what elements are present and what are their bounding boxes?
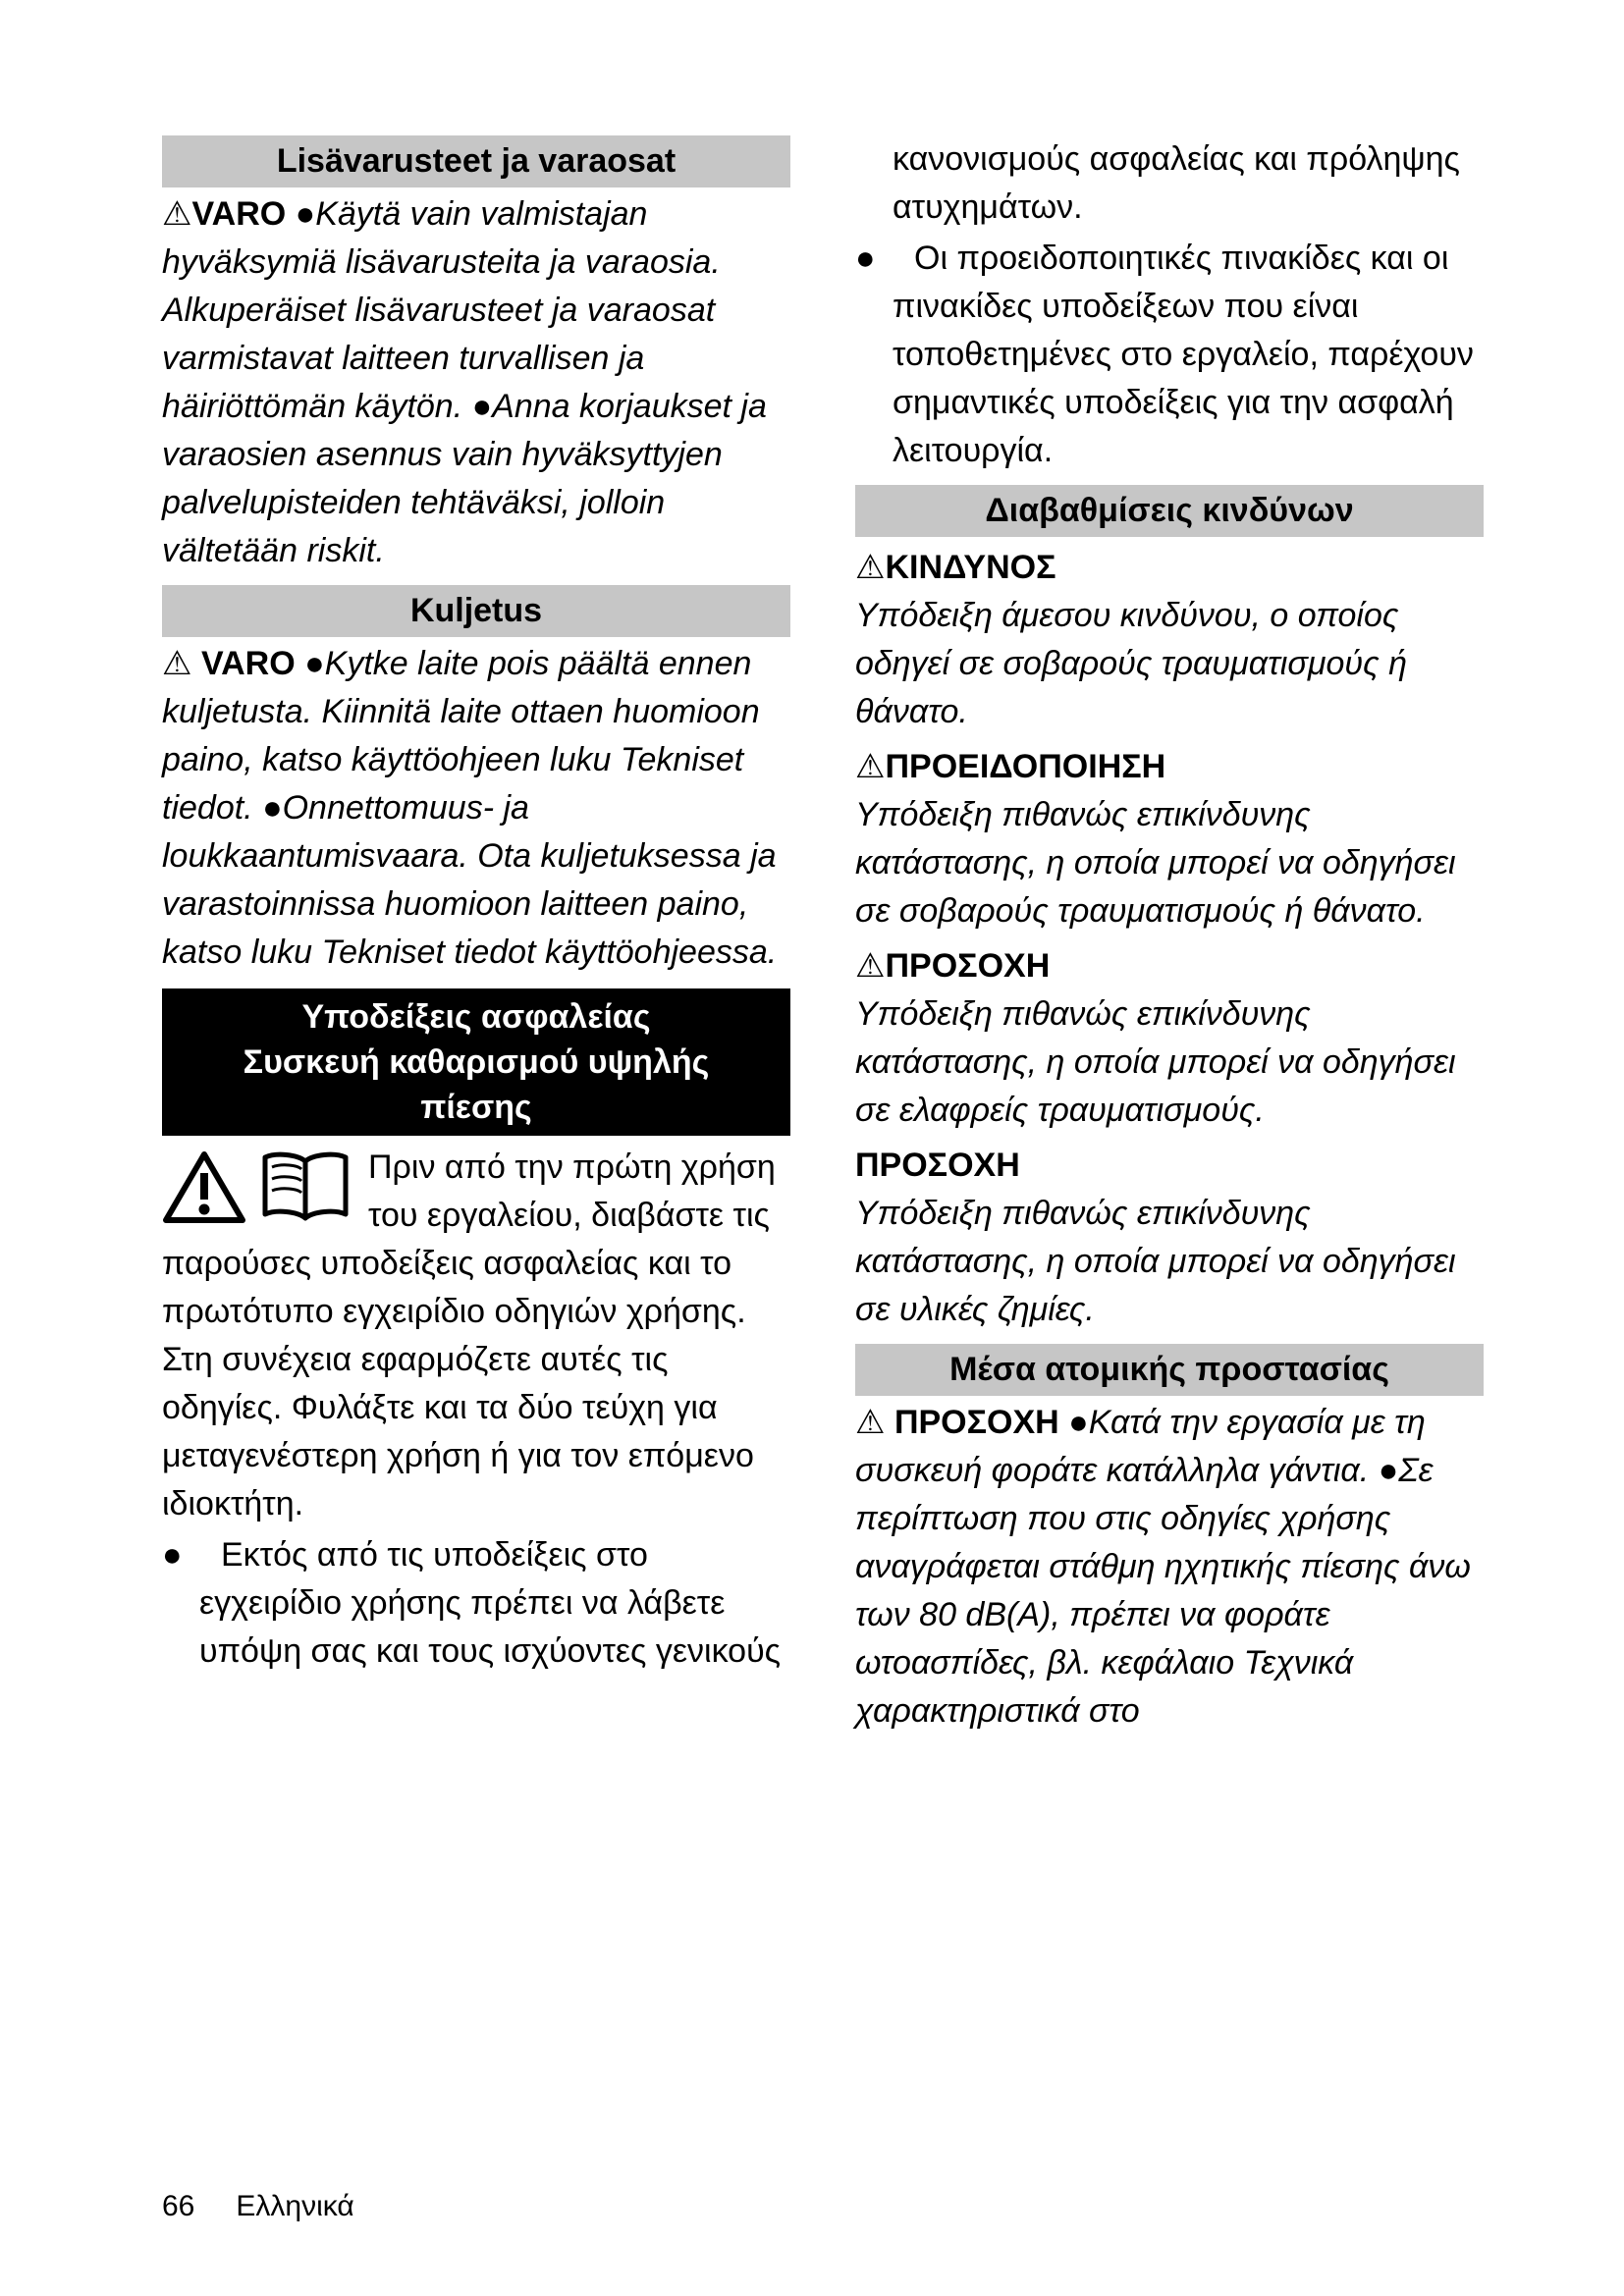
warning-triangle-glyph: ⚠ bbox=[162, 645, 192, 682]
warning-triangle-icon bbox=[162, 1149, 246, 1226]
section-header-accessories: Lisävarusteet ja varaosat bbox=[162, 135, 790, 187]
danger-level-word: ΚΙΝΔΥΝΟΣ bbox=[885, 549, 1056, 586]
safety-header-line2: Συσκευή καθαρισμού υψηλής bbox=[243, 1043, 710, 1081]
safety-header-line3: πίεσης bbox=[420, 1089, 532, 1126]
section-header-safety-notes bbox=[162, 988, 790, 1136]
danger-level-word: ΠΡΟΣΟΧΗ bbox=[855, 1147, 1020, 1184]
danger-level-label bbox=[855, 1142, 1484, 1190]
section-header-danger-levels: Διαβαθμίσεις κινδύνων bbox=[855, 485, 1484, 537]
danger-level-label bbox=[855, 942, 1484, 990]
intro-icon-group bbox=[162, 1149, 351, 1226]
right-column bbox=[855, 135, 1484, 1737]
safety-header-line1: Υποδείξεις ασφαλείας bbox=[301, 998, 651, 1036]
footer-language-label: Ελληνικά bbox=[236, 2190, 354, 2222]
list-item bbox=[855, 235, 1484, 475]
danger-level-label bbox=[855, 743, 1484, 791]
intro-text: Πριν από την πρώτη χρήση του εργαλείου, διαβάστε τις παρούσες υποδείξεις ασφαλείας και το πρωτότυπο εγχειρίδιο οδηγιών χρήσης. Στη συνέχεια εφαρμόζετε αυτές τις οδηγίες. Φυλάξτε και τα δύο τεύχη για μεταγενέστερη χρήση ή για τον επόμενο ιδιοκτήτη. bbox=[162, 1148, 776, 1522]
section-header-transport: Kuljetus bbox=[162, 585, 790, 637]
warning-triangle-glyph: ⚠ bbox=[855, 947, 886, 985]
protection-text: ●Κατά την εργασία με τη συσκευή φοράτε κατάλληλα γάντια. ●Σε περίπτωση που στις οδηγίες χρήσης αναγράφεται στάθμη ηχητικής πίεσης άνω των 80 dB(A), πρέπει να φοράτε ωτοασπίδες, βλ. κεφάλαιο Τεχνικά χαρακτηριστικά στο bbox=[855, 1404, 1471, 1730]
danger-level-description: Υπόδειξη πιθανώς επικίνδυνης κατάστασης, η οποία μπορεί να οδηγήσει σε σοβαρούς τραυματισμούς ή θάνατο. bbox=[855, 796, 1456, 930]
danger-level-description: Υπόδειξη πιθανώς επικίνδυνης κατάστασης, η οποία μπορεί να οδηγήσει σε υλικές ζημίες. bbox=[855, 1195, 1456, 1328]
signal-word-varo bbox=[162, 195, 286, 233]
danger-level-word: ΠΡΟΕΙΔΟΠΟΙΗΣΗ bbox=[885, 748, 1166, 785]
signal-word-prosochi bbox=[855, 1404, 1059, 1441]
warning-triangle-glyph: ⚠ bbox=[855, 748, 886, 785]
danger-level-description: Υπόδειξη άμεσου κινδύνου, ο οποίος οδηγεί σε σοβαρούς τραυματισμούς ή θάνατο. bbox=[855, 597, 1407, 730]
signal-word-label: VARO bbox=[200, 645, 296, 682]
list-item-continuation: κανονισμούς ασφαλείας και πρόληψης ατυχημάτων. bbox=[893, 140, 1460, 226]
list-item-text: Οι προειδοποιητικές πινακίδες και οι πινακίδες υποδείξεων που είναι τοποθετημένες στο εργαλείο, παρέχουν σημαντικές υποδείξεις για την ασφαλή λειτουργία. bbox=[893, 240, 1474, 469]
list-item bbox=[162, 1531, 790, 1676]
safety-intro bbox=[162, 1144, 790, 1528]
bullet-icon: ● bbox=[855, 240, 876, 277]
list-item-text: Εκτός από τις υποδείξεις στο εγχειρίδιο χρήσης πρέπει να λάβετε υπόψη σας και τους ισχύοντες γενικούς bbox=[199, 1536, 782, 1670]
page-footer bbox=[162, 2189, 354, 2224]
danger-level-label bbox=[855, 544, 1484, 592]
danger-level-word: ΠΡΟΣΟΧΗ bbox=[885, 947, 1051, 985]
protection-paragraph bbox=[855, 1399, 1484, 1735]
left-column bbox=[162, 135, 790, 1737]
manual-book-icon bbox=[260, 1149, 351, 1226]
warning-triangle-glyph: ⚠ bbox=[855, 549, 886, 586]
warning-triangle-glyph: ⚠ bbox=[162, 195, 192, 233]
page-number: 66 bbox=[162, 2190, 195, 2222]
transport-text: ●Kytke laite pois päältä ennen kuljetusta. Kiinnitä laite ottaen huomioon paino, katso käyttöohjeen luku Tekniset tiedot. ●Onnettomuus- ja loukkaantumisvaara. Ota kuljetuksessa ja varastoinnissa huomioon laitteen paino, katso luku Tekniset tiedot käyttöohjeessa. bbox=[162, 645, 778, 971]
danger-level-caution bbox=[855, 942, 1484, 1135]
danger-level-danger bbox=[855, 544, 1484, 736]
bullet-icon: ● bbox=[162, 1536, 183, 1574]
warning-triangle-glyph: ⚠ bbox=[855, 1404, 894, 1441]
section-header-protection: Μέσα ατομικής προστασίας bbox=[855, 1344, 1484, 1396]
signal-word-label: VARO bbox=[191, 195, 287, 233]
accessories-text: ●Käytä vain valmistajan hyväksymiä lisävarusteita ja varaosia. Alkuperäiset lisävarusteet ja varaosat varmistavat laitteen turvallisen ja häiriöttömän käytön. ●Anna korjaukset ja varaosien asennus vain hyväksyttyjen palvelupisteiden tehtäväksi, jolloin vältetään riskit. bbox=[162, 195, 767, 569]
signal-word-varo bbox=[162, 645, 296, 682]
transport-paragraph bbox=[162, 640, 790, 977]
danger-level-warning bbox=[855, 743, 1484, 935]
accessories-paragraph bbox=[162, 190, 790, 575]
danger-level-attention bbox=[855, 1142, 1484, 1334]
danger-level-description: Υπόδειξη πιθανώς επικίνδυνης κατάστασης, η οποία μπορεί να οδηγήσει σε ελαφρείς τραυματισμούς. bbox=[855, 995, 1456, 1129]
signal-word-label: ΠΡΟΣΟΧΗ bbox=[893, 1404, 1059, 1441]
